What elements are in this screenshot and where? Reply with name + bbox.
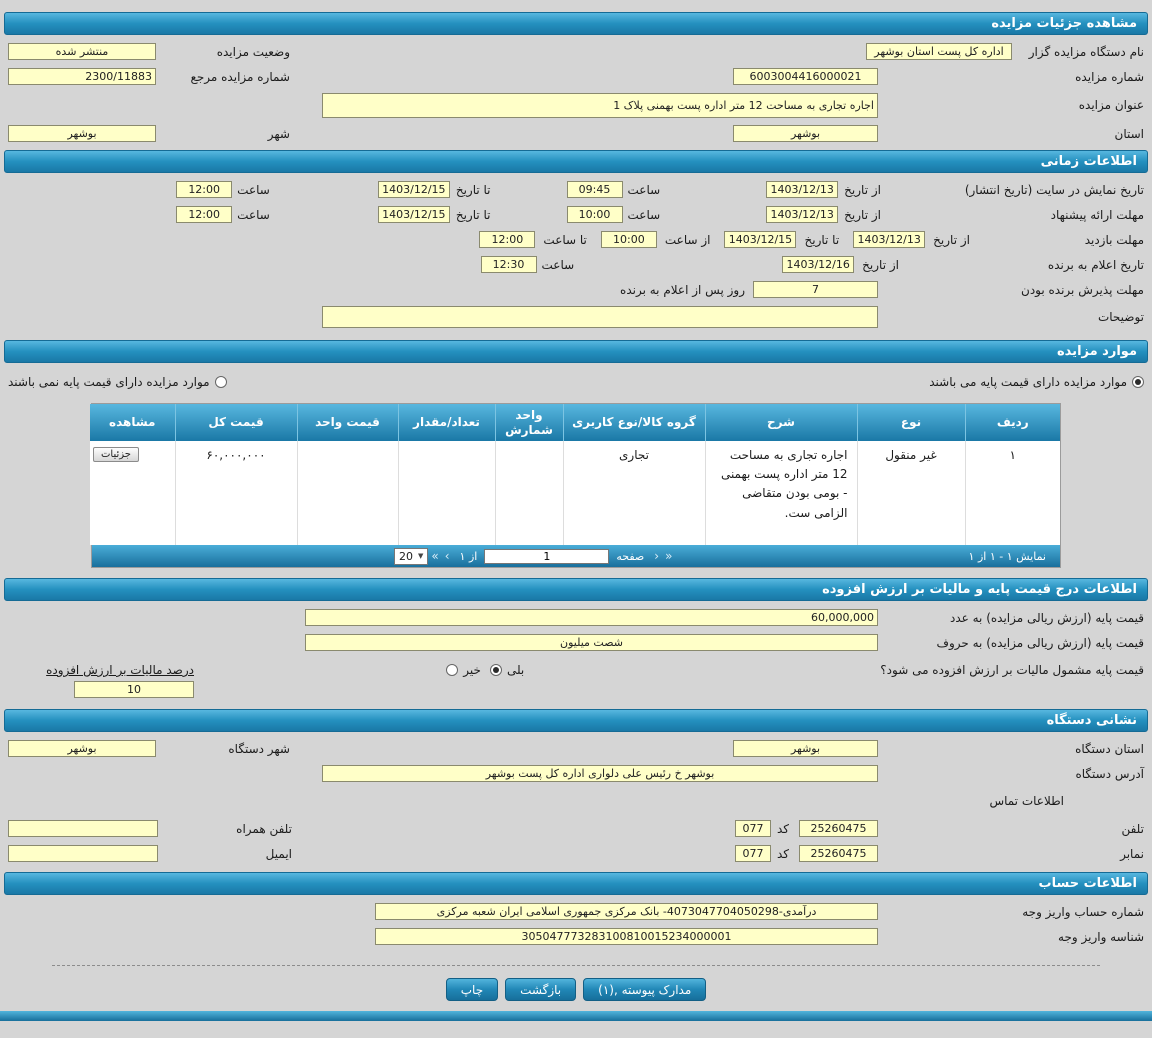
- vat-no-radio[interactable]: [446, 664, 458, 676]
- org-province-input[interactable]: [733, 740, 878, 757]
- to-date-label: تا تاریخ: [455, 207, 491, 222]
- deposit-account-label: شماره حساب واریز وجه: [1022, 904, 1144, 919]
- org-province-label: استان دستگاه: [1075, 741, 1144, 756]
- timing-section-bar: [4, 150, 1148, 173]
- no-base-price-label: موارد مزایده دارای قیمت پایه نمی باشند: [8, 375, 210, 389]
- row-contact-title: [4, 786, 1148, 816]
- accept-label: مهلت پذیرش برنده بودن: [1021, 282, 1144, 297]
- pagination-summary: نمایش ۱ - ۱ از ۱: [968, 549, 1046, 563]
- row-base-price-number: [4, 605, 1148, 630]
- deposit-id-input[interactable]: [375, 928, 878, 945]
- offer-from-time-input[interactable]: [567, 206, 623, 223]
- back-button[interactable]: بازگشت: [505, 978, 576, 1001]
- mobile-input[interactable]: [8, 820, 158, 837]
- divider: [52, 965, 1100, 966]
- base-price-radio-row: [4, 367, 1148, 397]
- cell-total-price: ۶۰,۰۰۰,۰۰۰: [175, 441, 297, 545]
- visit-to-time-input[interactable]: [479, 231, 535, 248]
- table-pagination: [92, 545, 1060, 567]
- no-base-price-radio[interactable]: [215, 376, 227, 388]
- province-input[interactable]: [733, 125, 878, 142]
- publish-to-date-input[interactable]: [378, 181, 450, 198]
- row-province-city: [4, 121, 1148, 146]
- row-org-province-city: [4, 736, 1148, 761]
- publish-label: تاریخ نمایش در سایت (تاریخ انتشار): [964, 182, 1144, 197]
- cell-unit-price: [297, 441, 398, 545]
- accept-suffix: روز پس از اعلام به برنده: [620, 282, 745, 297]
- hour-label: ساعت: [627, 182, 661, 197]
- page-title: مشاهده جزئیات مزایده: [991, 16, 1137, 31]
- account-section-bar: [4, 872, 1148, 895]
- fax-label: نمابر: [1120, 846, 1144, 861]
- mobile-label: تلفن همراه: [236, 821, 292, 836]
- row-offer-deadline: [4, 202, 1148, 227]
- offer-to-date-input[interactable]: [378, 206, 450, 223]
- row-org-status: [4, 39, 1148, 64]
- col-total-price: قیمت کل: [175, 404, 297, 441]
- to-date-label: تا تاریخ: [804, 232, 840, 247]
- items-table-header-row: [90, 404, 1060, 441]
- hour-label: ساعت: [541, 257, 575, 272]
- col-unit: واحد شمارش: [495, 404, 563, 441]
- auction-title-input[interactable]: [322, 93, 878, 118]
- items-section-title: موارد مزایده: [1057, 344, 1137, 359]
- row-winner-announce: [4, 252, 1148, 277]
- email-input[interactable]: [8, 845, 158, 862]
- base-price-number-label: قیمت پایه (ارزش ریالی مزایده) به عدد: [949, 610, 1144, 625]
- ref-number-label: شماره مزایده مرجع: [190, 69, 290, 84]
- visit-from-time-input[interactable]: [601, 231, 657, 248]
- notes-input[interactable]: [322, 306, 878, 328]
- status-input[interactable]: [8, 43, 156, 60]
- first-page-icon[interactable]: «: [431, 549, 439, 563]
- hour-label: ساعت: [237, 182, 270, 197]
- province-label: استان: [1114, 126, 1144, 141]
- last-page-icon[interactable]: »: [665, 549, 673, 563]
- vat-question-label: قیمت پایه مشمول مالیات بر ارزش افزوده می شود؟: [880, 663, 1144, 677]
- col-group: گروه کالا/نوع کاربری: [563, 404, 705, 441]
- page-title-bar: [4, 12, 1148, 35]
- col-type: نوع: [857, 404, 965, 441]
- org-city-input[interactable]: [8, 740, 156, 757]
- cell-index: ۱: [965, 441, 1060, 545]
- org-address-label: آدرس دستگاه: [1075, 766, 1144, 781]
- address-section-title: نشانی دستگاه: [1046, 713, 1137, 728]
- row-fax-email: [4, 841, 1148, 866]
- visit-label: مهلت بازدید: [1084, 232, 1144, 247]
- has-base-price-option: [929, 375, 1144, 389]
- col-unit-price: قیمت واحد: [297, 404, 398, 441]
- row-org-address: [4, 761, 1148, 786]
- page-label: صفحه: [616, 549, 645, 563]
- row-number-ref: [4, 64, 1148, 89]
- email-label: ایمیل: [265, 846, 292, 861]
- publish-to-time-input[interactable]: [176, 181, 232, 198]
- phone-label: تلفن: [1121, 821, 1144, 836]
- fax-code-input[interactable]: [735, 845, 771, 862]
- items-table: [91, 403, 1061, 568]
- winner-date-input[interactable]: [782, 256, 854, 273]
- offer-from-date-input[interactable]: [766, 206, 838, 223]
- vat-options: [446, 663, 524, 677]
- no-base-price-option: [8, 375, 227, 389]
- winner-label: تاریخ اعلام به برنده: [1047, 257, 1144, 272]
- publish-from-date-input[interactable]: [766, 181, 838, 198]
- org-label: نام دستگاه مزایده گزار: [1028, 44, 1144, 59]
- publish-from-time-input[interactable]: [567, 181, 623, 198]
- from-hour-label: از ساعت: [664, 232, 711, 247]
- fax-input[interactable]: [799, 845, 878, 862]
- has-base-price-label: موارد مزایده دارای قیمت پایه می باشند: [929, 375, 1127, 389]
- offer-label: مهلت ارائه پیشنهاد: [1050, 207, 1144, 222]
- has-base-price-radio[interactable]: [1132, 376, 1144, 388]
- deposit-account-input[interactable]: [375, 903, 878, 920]
- from-date-label: از تاریخ: [844, 182, 881, 197]
- hour-label: ساعت: [237, 207, 270, 222]
- chevron-down-icon: ▼: [418, 552, 424, 560]
- contact-info-title: اطلاعات تماس: [989, 794, 1064, 808]
- page-size-value: 20: [399, 549, 413, 563]
- visit-from-date-input[interactable]: [853, 231, 925, 248]
- auction-title-label: عنوان مزایده: [1078, 98, 1144, 112]
- next-page-icon[interactable]: ›: [654, 549, 660, 563]
- cell-type: غیر منقول: [857, 441, 965, 545]
- print-button[interactable]: چاپ: [446, 978, 498, 1001]
- to-hour-label: تا ساعت: [543, 232, 587, 247]
- timing-section-title: اطلاعات زمانی: [1040, 154, 1137, 169]
- details-button[interactable]: جزئیات: [93, 447, 139, 462]
- account-section-title: اطلاعات حساب: [1038, 876, 1137, 891]
- vat-percent-label: درصد مالیات بر ارزش افزوده: [46, 663, 194, 677]
- auction-number-label: شماره مزایده: [1075, 69, 1144, 84]
- deposit-id-label: شناسه واریز وجه: [1058, 929, 1144, 944]
- vat-yes-radio[interactable]: [490, 664, 502, 676]
- page-number-input[interactable]: [484, 549, 609, 564]
- col-view: مشاهده: [90, 404, 175, 441]
- row-base-price-words: [4, 630, 1148, 655]
- row-vat: [4, 655, 1148, 703]
- org-address-input[interactable]: [322, 765, 878, 782]
- col-quantity: تعداد/مقدار: [398, 404, 495, 441]
- vat-yes-label: بلی: [506, 663, 525, 677]
- fax-code-label: کد: [776, 846, 789, 861]
- col-index: ردیف: [965, 404, 1060, 441]
- to-date-label: تا تاریخ: [455, 182, 491, 197]
- city-input[interactable]: [8, 125, 156, 142]
- visit-to-date-input[interactable]: [724, 231, 796, 248]
- col-description: شرح: [705, 404, 857, 441]
- offer-to-time-input[interactable]: [176, 206, 232, 223]
- base-price-number-input[interactable]: [305, 609, 878, 626]
- phone-input[interactable]: [799, 820, 878, 837]
- row-deposit-account: [4, 899, 1148, 924]
- page-size-select[interactable]: [394, 548, 428, 565]
- vat-percent-block: [8, 663, 194, 698]
- row-visit-deadline: [4, 227, 1148, 252]
- row-deposit-id: [4, 924, 1148, 949]
- row-phone-mobile: [4, 816, 1148, 841]
- hour-label: ساعت: [627, 207, 661, 222]
- table-row: [90, 441, 1060, 545]
- row-accept-deadline: [4, 277, 1148, 302]
- from-date-label: از تاریخ: [862, 257, 899, 272]
- from-date-label: از تاریخ: [844, 207, 881, 222]
- footer-buttons: [4, 978, 1148, 1001]
- base-price-words-label: قیمت پایه (ارزش ریالی مزایده) به حروف: [936, 635, 1144, 650]
- address-section-bar: [4, 709, 1148, 732]
- row-publish-dates: [4, 177, 1148, 202]
- base-price-words-input[interactable]: [305, 634, 878, 651]
- org-input[interactable]: [866, 43, 1012, 60]
- cell-description: اجاره تجاری به مساحت 12 متر اداره پست بهمنی - بومی بودن متقاضی الزامی ست.: [705, 441, 857, 545]
- auction-number-input[interactable]: [733, 68, 878, 85]
- cell-quantity: [398, 441, 495, 545]
- phone-code-label: کد: [776, 821, 789, 836]
- from-date-label: از تاریخ: [933, 232, 970, 247]
- cell-view: [90, 441, 175, 545]
- vat-percent-input[interactable]: [74, 681, 194, 698]
- pricing-section-title: اطلاعات درج قیمت پایه و مالیات بر ارزش افزوده: [822, 582, 1137, 597]
- vat-no-label: خیر: [463, 663, 481, 677]
- items-section-bar: [4, 340, 1148, 363]
- row-notes: [4, 302, 1148, 332]
- cell-group: تجاری: [563, 441, 705, 545]
- pricing-section-bar: [4, 578, 1148, 601]
- city-label: شهر: [267, 126, 290, 141]
- org-city-label: شهر دستگاه: [228, 741, 290, 756]
- cell-unit: [495, 441, 563, 545]
- page-of-label: از ۱: [459, 549, 478, 563]
- footer-bar: [0, 1011, 1152, 1021]
- attachments-button[interactable]: مدارک پیوسته ,(۱): [583, 978, 706, 1001]
- ref-number-input[interactable]: [8, 68, 156, 85]
- status-label: وضعیت مزایده: [216, 44, 290, 59]
- prev-page-icon[interactable]: ‹: [444, 549, 450, 563]
- winner-time-input[interactable]: [481, 256, 537, 273]
- phone-code-input[interactable]: [735, 820, 771, 837]
- notes-label: توضیحات: [1097, 310, 1144, 324]
- row-title: [4, 89, 1148, 121]
- accept-days-input[interactable]: [753, 281, 878, 298]
